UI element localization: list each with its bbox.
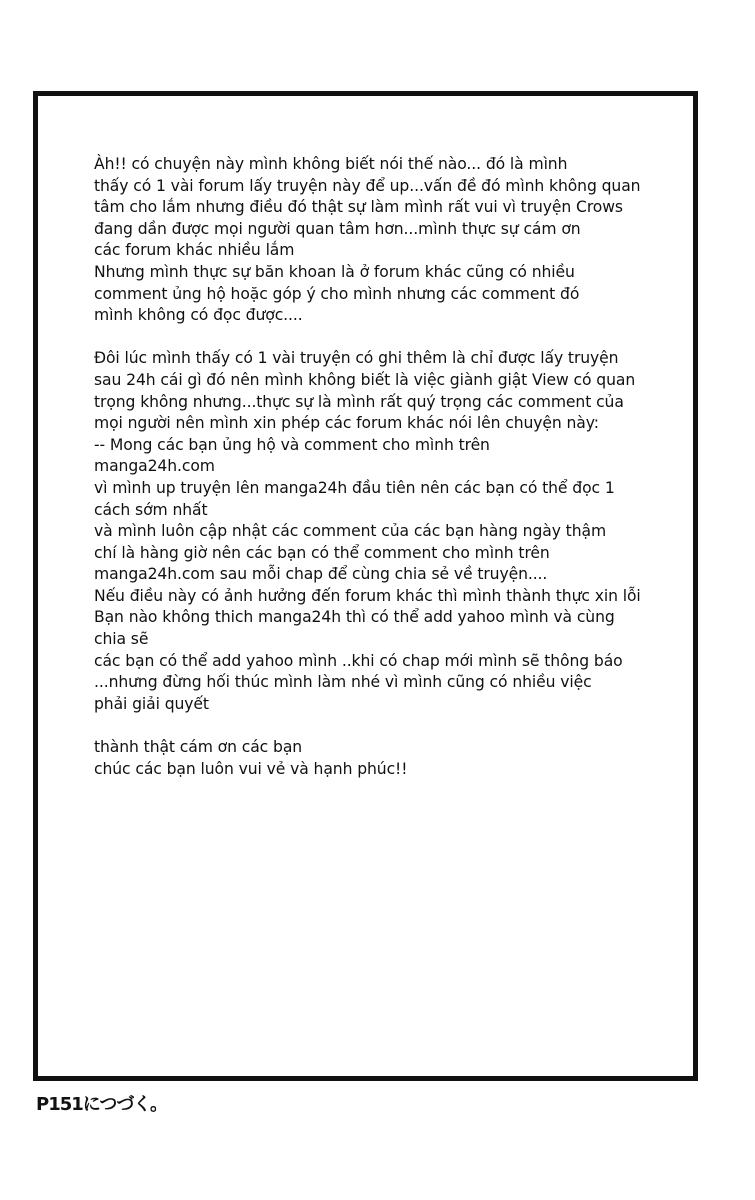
text-line: Bạn nào không thich manga24h thì có thể add yahoo mình và cùng (94, 608, 615, 627)
text-line: các forum khác nhiều lắm (94, 241, 295, 260)
text-line: và mình luôn cập nhật các comment của các bạn hàng ngày thậm (94, 522, 607, 541)
text-line: chúc các bạn luôn vui vẻ và hạnh phúc!! (94, 759, 408, 778)
text-line: -- Mong các bạn ủng hộ và comment cho mình trên (94, 435, 490, 454)
text-line: sau 24h cái gì đó nên mình không biết là việc giành giật View có quan (94, 370, 636, 389)
letter-panel (33, 91, 698, 1081)
text-line: tâm cho lắm nhưng điều đó thật sự làm mình rất vui vì truyện Crows (94, 198, 623, 217)
text-line: các bạn có thể add yahoo mình ..khi có chap mới mình sẽ thông báo (94, 651, 623, 670)
text-line: ...nhưng đừng hối thúc mình làm nhé vì mình cũng có nhiều việc (94, 673, 592, 692)
text-line: trọng không nhưng...thực sự là mình rất quý trọng các comment của (94, 392, 624, 411)
text-line: chí là hàng giờ nên các bạn có thể comment cho mình trên (94, 543, 550, 562)
paragraph-gap (94, 715, 694, 737)
text-line: vì mình up truyện lên manga24h đầu tiên nên các bạn có thể đọc 1 (94, 478, 615, 497)
text-line: Àh!! có chuyện này mình không biết nói thế nào... đó là mình (94, 155, 568, 173)
text-line: thành thật cám ơn các bạn (94, 738, 303, 757)
continued-note: P151につづく。 (36, 1094, 168, 1115)
text-line: comment ủng hộ hoặc góp ý cho mình nhưng các comment đó (94, 284, 580, 303)
paragraph-gap (94, 327, 694, 349)
letter-text (94, 154, 694, 780)
text-line: manga24h.com sau mỗi chap để cùng chia sẻ về truyện.... (94, 565, 548, 584)
text-line: Đôi lúc mình thấy có 1 vài truyện có ghi thêm là chỉ được lấy truyện (94, 349, 619, 368)
text-line: phải giải quyết (94, 694, 209, 713)
text-line: cách sớm nhất (94, 500, 208, 519)
text-line: mọi người nên mình xin phép các forum khác nói lên chuyện này: (94, 414, 599, 433)
paragraph-1 (94, 154, 694, 327)
text-line: thấy có 1 vài forum lấy truyện này để up...vấn đề đó mình không quan (94, 176, 641, 195)
text-line: manga24h.com (94, 457, 215, 476)
text-line: mình không có đọc được.... (94, 306, 303, 325)
paragraph-3 (94, 737, 694, 780)
text-line: chia sẽ (94, 630, 149, 649)
paragraph-2 (94, 348, 694, 715)
text-line: Nhưng mình thực sự băn khoan là ở forum khác cũng có nhiều (94, 262, 575, 281)
text-line: đang dần được mọi người quan tâm hơn...mình thực sự cám ơn (94, 219, 581, 238)
text-line: Nếu điều này có ảnh hưởng đến forum khác thì mình thành thực xin lỗi (94, 586, 641, 605)
